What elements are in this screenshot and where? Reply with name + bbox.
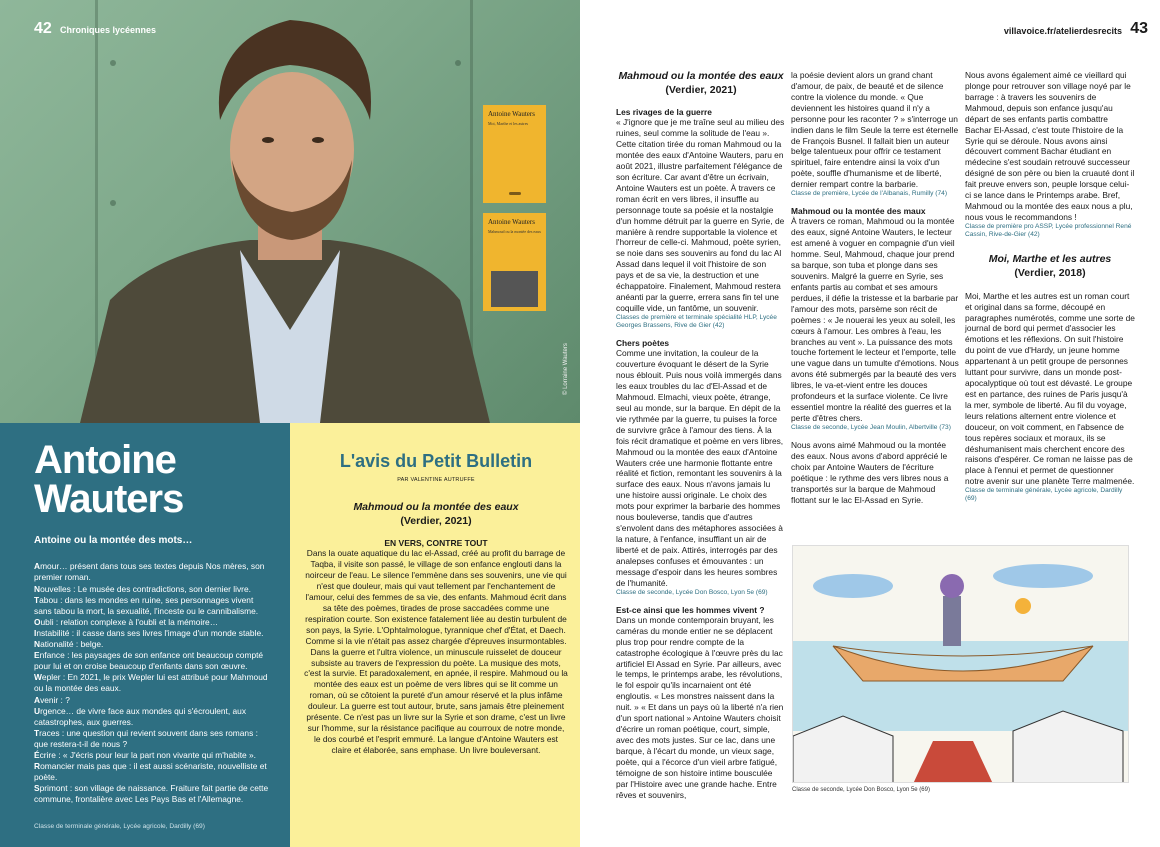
section-heading: Les rivages de la guerre — [616, 107, 712, 118]
glossary-entry: Sprimont : son village de naissance. Fraiture fait partie de cette commune, frontalière avec Les Pays Bas et l'Allemagne. — [34, 783, 269, 805]
review-book-title: Moi, Marthe et les autres (Verdier, 2018) — [988, 253, 1112, 280]
glossary-entry: Amour… présent dans tous ses textes depuis Nos mères, son premier roman. — [34, 561, 265, 583]
author-subtitle: Antoine ou la montée des mots… — [34, 535, 193, 547]
glossary-entry: Avenir : ? — [34, 694, 70, 705]
review-book-title: Mahmoud ou la montée des eaux (Verdier, 2021) — [353, 501, 519, 527]
review-heading: EN VERS, CONTRE TOUT — [384, 538, 488, 549]
right-page — [580, 0, 1160, 847]
review-text: Nous avons aimé Mahmoud ou la montée des eaux. Nous avons d'abord apprécié le choix par Antoine Wauters de l'écriture poétique : le rythme des vers libres nous a transportés sur la barque de Mahmoud flottant sur le lac El-Assad en Syrie. — [791, 440, 949, 505]
author-name: Antoine Wauters — [34, 438, 184, 522]
review-byline: PAR VALENTINE AUTRUFFE — [397, 477, 475, 483]
review-credit: Classes de première et terminale spécialité HLP, Lycée Georges Brassens, Rive de Gier (42) — [616, 313, 777, 330]
page-number-right: 43 — [1130, 20, 1148, 37]
author-photo — [0, 0, 580, 423]
section-heading: Est-ce ainsi que les hommes vivent ? — [616, 604, 765, 615]
glossary-entry: Nouvelles : Le musée des contradictions, son dernier livre. — [34, 583, 251, 594]
glossary-entry: Urgence… de vivre face aux mondes qui s'écroulent, aux catastrophes, aux guerres. — [34, 705, 247, 727]
book-cover-mahmoud: Antoine Wauters Mahmoud ou la montée des eaux — [483, 213, 546, 311]
cover-photo-thumbnail — [491, 271, 538, 307]
review-text: « J'ignore que je me traîne seul au milieu des ruines, seul comme la solitude de l'eau ». Cette citation tirée du roman Mahmoud ou la montée des eaux d'Antoine Wauters, paru en août 2021, illustre parfaitement l'élégance de son écriture. Car avant d'être un écrivain, Antoine Wauters est un poète. À travers ce roman écrit en vers libres, il insuffle au personnage toute sa poésie et la nostalgie d'un homme détruit par la guerre en Syrie, de manière à rendre supportable la violence et l'horreur de celle-ci. Mahmoud, poète syrien, se noie dans ses souvenirs au fond du lac Al Assad dans lequel il voit l'histoire de son pays et de sa vie, la destruction et une échappatoire. Finalement, Mahmoud restera anéanti par la guerre, errera sans fin tel une coquille vide, un fantôme, un souvenir. — [616, 117, 785, 313]
glossary-entry: Tabou : dans les mondes en ruine, ses personnages vivent sans tabou la mort, la sexualité, l'inceste ou le cannibalisme. — [34, 594, 259, 616]
section-title: Chroniques lycéennes — [60, 25, 157, 35]
review-book-title: Mahmoud ou la montée des eaux (Verdier, 2021) — [618, 70, 784, 96]
glossary-entry: Instabilité : il casse dans ses livres l'image d'un monde stable. — [34, 627, 264, 638]
photo-credit: © Lorraine Wauters — [563, 343, 569, 395]
glossary-entry: Traces : une question qui revient souvent dans ses romans : que restera-t-il de nous ? — [34, 727, 258, 749]
glossary-list — [34, 561, 272, 805]
review-credit: Classe de première, Lycée de l'Albanais, Rumilly (74) — [791, 190, 948, 198]
review-column — [290, 423, 580, 847]
review-text: Nous avons également aimé ce vieillard qui plonge pour retrouver son village noyé par le barrage : à travers les souvenirs de Mahmoud, depuis son enfance jusqu'au départ de ses enfants partis combattre Bachar El-Assad, c'est toute l'histoire de la Syrie qui se déroule. Nous avons ainsi découvert comment Bachar étudiant en médecine s'est soudain retrouvé successeur désigné de son père ou bien la cruauté dont il fait preuve envers son, peuple lorsque celui-ci se lance dans le Printemps arabe. Bref, Mahmoud ou la montée des eaux nous a plu, nous vous le recommandons ! — [965, 70, 1135, 222]
review-credit: Classe de seconde, Lycée Don Bosco, Lyon 5e (69) — [616, 588, 768, 596]
glossary-credit: Classe de terminale générale, Lycée agricole, Dardilly (69) — [34, 823, 205, 831]
boat-drawing-illustration — [793, 546, 1129, 783]
review-text: Moi, Marthe et les autres est un roman court et original dans sa forme, découpé en paragraphes numérotés, comme une sorte de journal de bord qui permet d'associer les émotions et les réflexions. On suit l'histoire du point de vue d'Hardy, un jeune homme appartenant à un petit groupe de personnes luttant pour survivre, dans un monde post-apocalyptique où tout est dévasté. Le groupe est en partance, des ruines de Paris jusqu'à la mer, symbole de liberté. Au fil du voyage, leurs relations alternent entre violence et douceur, on voit comment, en l'absence de tous repères sociaux et moraux, ils se déshumanisent mais cherchent encore des raisons d'espérer. Ce roman ne laisse pas de place à l'ennui et permet de questionner notre avenir sur une planète Terre malmenée. — [965, 290, 1135, 487]
column-2 — [791, 70, 961, 506]
glossary-entry: Enfance : les paysages de son enfance ont beaucoup compté pour lui et on croise beaucoup d'enfants dans son œuvre. — [34, 650, 264, 672]
review-body: Dans la ouate aquatique du lac el-Assad, créé au profit du barrage de Taqba, il visite son passé, le village de son enfance englouti dans la noirceur de l'eau. Le silence l'emmène dans ses souvenirs, une vie qui n'est que douleur, mais qui vaut tellement par l'enchantement de l'amour, celui des femmes de sa vie, des enfants. Mahmoud écrit dans sa tête des poèmes, tirades de prose saccadées comme une respiration courte. Son existence fatalement liée au destin turbulent de son pays, la Syrie. L'Ophtalmologue, tyrannique chef d'État, et Daech. Comme si la vie n'était pas assez chargée d'épreuves insurmontables. Dans la guerre et l'ultra violence, un minuscule ruisselet de douceur subsiste au travers de l'expression du poète. La musique des mots, c'est la survie. Et paradoxalement, en apnée, il respire. Mahmoud ou la montée des eaux est un poème de vers libres qui se lit comme un roman, où se côtoient la pureté d'un amour réservé et la plus infâme douleur. La guerre est tout autour, brute, sans jamais être pleinement présente. Ce n'est pas un livre sur la Syrie et son drame, c'est un livre sur l'homme, sur la résistance pacifique au courroux de notre monde, le dos courbé et l'esprit emmuré. La langue d'Antoine Wauters est claire et élaborée, sans emphase. Un livre bouleversant. — [304, 548, 568, 755]
review-credit: Classe de seconde, Lycée Jean Moulin, Albertville (73) — [791, 423, 951, 431]
review-title: L'avis du Petit Bulletin — [339, 451, 533, 471]
glossary-entry: Oubli : relation complexe à l'oubli et la mémoire… — [34, 616, 219, 627]
column-3 — [965, 70, 1135, 512]
page-number-left: 42 — [34, 20, 52, 37]
review-text: la poésie devient alors un grand chant d'amour, de paix, de beauté et de silence contre la violence du monde. « Que deviennent les histoires quand il n'y a personne pour les raconter ? » s'interroge un indien dans le film Seule la terre est éternelle de François Busnel. Il fallait bien un auteur belge talentueux pour offrir ce testament spirituel, faire entendre ainsi la voix d'un poète, souffle d'humanisme et de liberté, dernier rempart contre la barbarie. — [791, 70, 959, 190]
review-text: Comme une invitation, la couleur de la couverture évoquant le désert de la Syrie nous éblouit. Puis nous voilà immergés dans les eaux troubles du lac d'El-Assad et de Mahmoud. Elmachi, vieux poète, étrange, seul au monde, sur la barque. En dépit de la vie rythmée par la guerre, tu puises la force de survivre grâce à l'amour des tiens. À la fois récit dramatique et poème en vers libres, Mahmoud ou la montée des eaux d'Antoine Wauters crée une harmonie flottante entre réalité et fiction, remontant les souvenirs à la surface des eaux. Nous n'avons jamais lu une histoire aussi originale. Le choix des mots pour exprimer la barbarie des hommes nous bouleverse, tandis que d'autres s'envolent dans des métaphores associées à la nature, à l'enfance, insufflant un air de liberté et de paix. Attirés, interrogés par des analepses confuses et émouvantes : un message d'espoir dans les heures sombres de l'humanité. — [616, 348, 784, 588]
book-cover-moi-marthe: Antoine Wauters Moi, Marthe et les autres — [483, 105, 546, 203]
drawing-credit: Classe de seconde, Lycée Don Bosco, Lyon 5e (69) — [792, 787, 930, 793]
review-text: Dans un monde contemporain bruyant, les caméras du monde entier ne se déplacent plus trop pour rendre compte de la catastrophe écologique à l'œuvre près du lac artificiel El Assad en Syrie. Par ailleurs, avec le temps, le printemps arabe, les révolutions, le fol espoir qu'ils incarnaient ont été engloutis. « Les monstres naissent dans la nuit. » « Et dans un pays où la liberté n'a rien d'un sport national » Antoine Wauters choisit d'écrire un roman poétique, court, simple, avec des mots justes. Sur ce lac, dans une barque, à l'écart du monde, un vieux sage, poète, qui a l'écorce d'un vieil arbre fatigué, témoigne de son histoire intime bousculée par l'Histoire avec une grande hache. Entre rêves et souvenirs, — [616, 614, 784, 800]
column-1 — [616, 70, 786, 801]
glossary-entry: Nationalité : belge. — [34, 639, 104, 650]
publisher-logo-icon — [509, 192, 521, 195]
glossary-entry: Romancier mais pas que : il est aussi scénariste, nouvelliste et poète. — [34, 761, 267, 783]
portrait-illustration — [0, 0, 580, 423]
review-text: À travers ce roman, Mahmoud ou la montée des eaux, signé Antoine Wauters, le lecteur est amené à voguer en compagnie d'un vieil homme. Seul, Mahmoud, chaque jour prend sa barque, son tuba et plonge dans ses souvenirs. Malgré la guerre en Syrie, ses enfants partis au combat et ses amours perdues, il défie la tristesse et la barbarie par l'amour des mots, parsème son récit de poèmes : « Je nouerai les yeux au soleil, les cœurs à l'amour. Les ombres à l'eau, les branches au vent ». La puissance des mots touche fortement le lecteur et l'emporte, telle une vague dans un tumulte d'émotions. Nous avons été submergés par la beauté des vers libres, le va-et-vient entre les douces profondeurs et la surface violente. Ce livre essentiel montre la réalité des guerres et la perte d'êtres chers. — [791, 216, 959, 423]
glossary-entry: Écrire : « J'écris pour leur la part non vivante qui m'habite ». — [34, 749, 256, 760]
student-drawing — [792, 545, 1129, 783]
section-heading: Chers poètes — [616, 338, 670, 349]
review-credit: Classe de première pro ASSP, Lycée professionnel René Cassin, Rive-de-Gier (42) — [965, 222, 1132, 239]
author-glossary-column — [0, 423, 290, 847]
review-credit: Classe de terminale générale, Lycée agricole, Dardilly (69) — [965, 487, 1123, 503]
site-url: villavoice.fr/atelierdesrecits — [1003, 26, 1122, 36]
glossary-entry: Wepler : En 2021, le prix Wepler lui est attribué pour Mahmoud ou la montée des eaux. — [34, 672, 268, 694]
section-heading: Mahmoud ou la montée des maux — [791, 206, 926, 217]
